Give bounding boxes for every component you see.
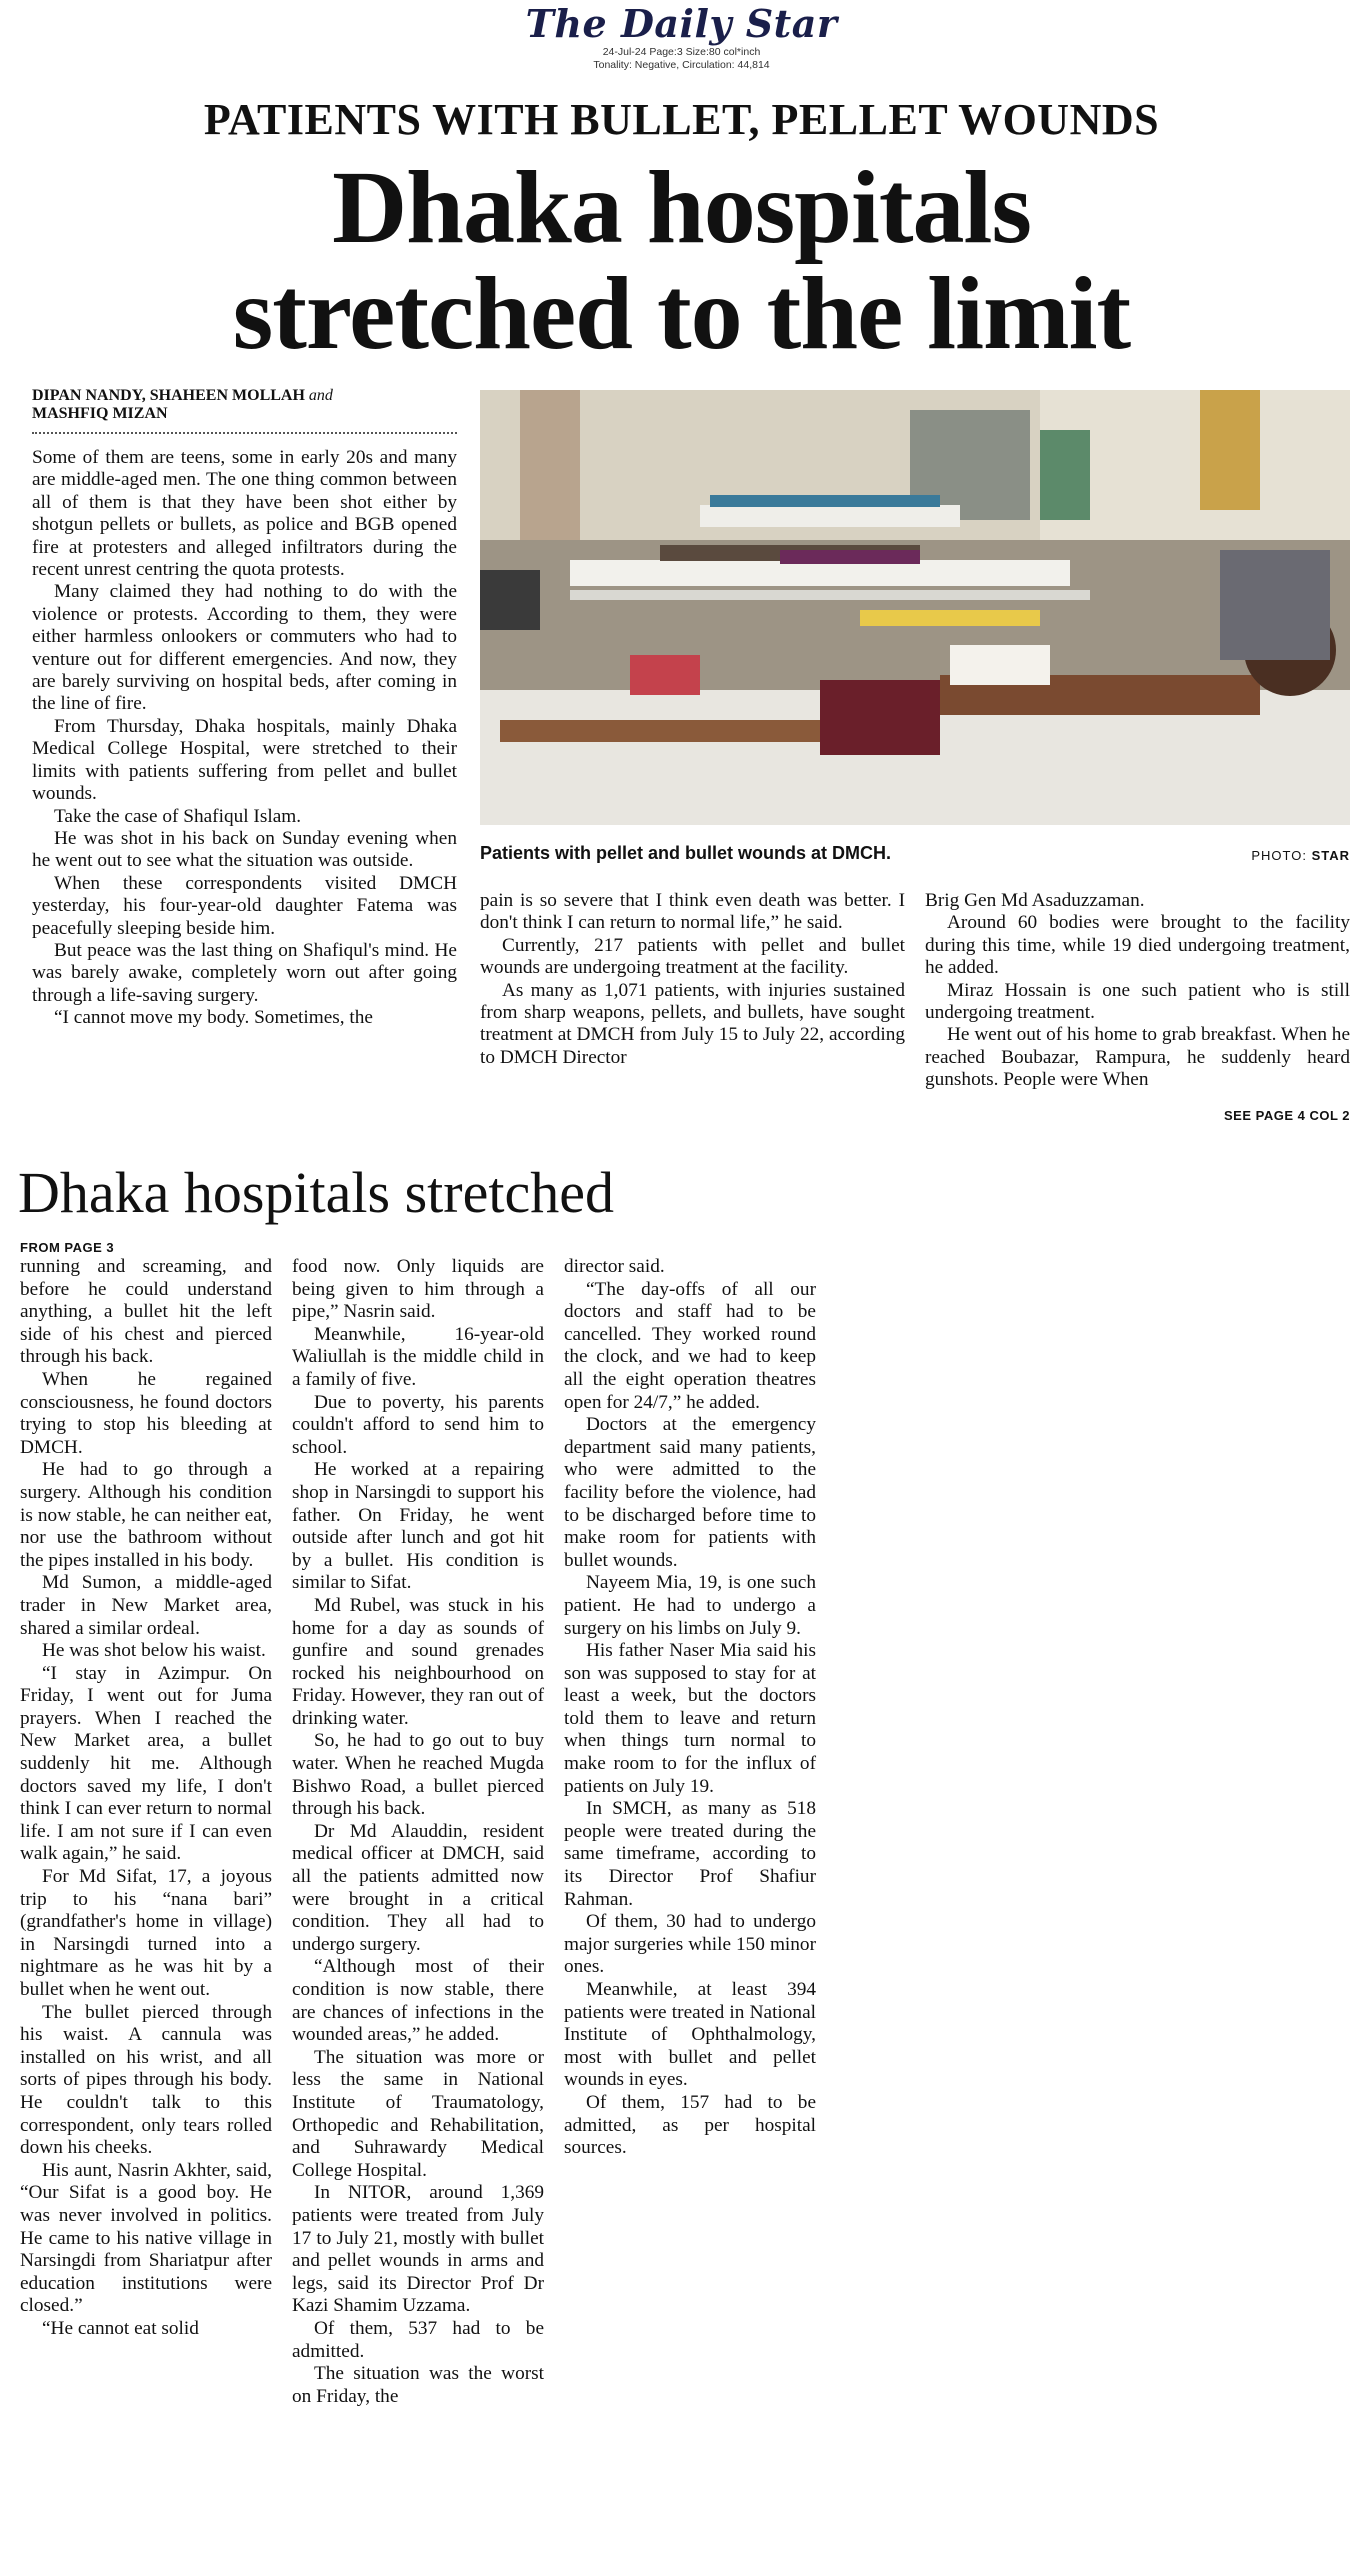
article-col2-paragraph: Currently, 217 patients with pellet and bullet wounds are undergoing treatment at the facility.	[480, 934, 905, 979]
article-col1-paragraph: Take the case of Shafiqul Islam.	[54, 805, 302, 827]
photo-credit-name: STAR	[1311, 848, 1350, 863]
continuation-col2-paragraph: In NITOR, around 1,369 patients were treated from July 17 to July 21, mostly with bullet and pellet wounds in arms and legs, said its Director Prof Dr Kazi Shamim Uzzama.	[292, 2182, 544, 2317]
continuation-col1-paragraph: Md Sumon, a middle-aged trader in New Market area, shared a similar ordeal.	[20, 1572, 272, 1639]
hospital-ward-illustration	[480, 390, 1350, 825]
article-col1-paragraph: When these correspondents visited DMCH yesterday, his four-year-old daughter Fatema was peacefully sleeping beside him.	[32, 872, 457, 939]
continuation-col1-paragraph: running and screaming, and before he could understand anything, a bullet hit the left side of his chest and pierced through his back.	[20, 1256, 272, 1368]
continuation-col2-paragraph: He worked at a repairing shop in Narsingdi to support his father. On Friday, he went outside after lunch and got hit by a bullet. His condition is similar to Sifat.	[292, 1459, 544, 1594]
continuation-col2-paragraph: The situation was more or less the same in National Institute of Traumatology, Orthopedic and Rehabilitation, and Suhrawardy Medical College Hospital.	[292, 2046, 544, 2181]
continuation-col2-paragraph: So, he had to go out to buy water. When he reached Mugda Bishwo Road, a bullet pierced through his back.	[292, 1730, 544, 1820]
continuation-col1-paragraph: The bullet pierced through his waist. A cannula was installed on his wrist, and all sorts of pipes through his body. He couldn't talk to this correspondent, only tears rolled down his cheeks.	[20, 2001, 272, 2159]
byline-and: and	[308, 387, 333, 404]
continuation-col2-paragraph: Md Rubel, was stuck in his home for a day as sounds of gunfire and sound grenades rocked his neighbourhood on Friday. However, they ran out of drinking water.	[292, 1594, 544, 1729]
article-col2-paragraph: pain is so severe that I think even death was better. I don't think I can return to normal life,” he said.	[480, 890, 905, 934]
continuation-col3-paragraph: In SMCH, as many as 518 people were treated during the same timeframe, according to its Director Prof Shafiur Rahman.	[564, 1798, 816, 1910]
article-col1-paragraph: From Thursday, Dhaka hospitals, mainly Dhaka Medical College Hospital, were stretched to their limits with patients suffering from pellet and bullet wounds.	[32, 715, 457, 805]
continuation-col1-paragraph: When he regained consciousness, he found doctors trying to stop his bleeding at DMCH.	[20, 1368, 272, 1458]
article-col3-paragraph: Brig Gen Md Asaduzzaman.	[925, 890, 1145, 911]
jump-note: SEE PAGE 4 COL 2	[1223, 1108, 1350, 1123]
continuation-col1-paragraph: He had to go through a surgery. Although his condition is now stable, he can neither eat, nor use the bathroom without the pipes installed in his body.	[20, 1459, 272, 1571]
byline-last-author: MASHFIQ MIZAN	[32, 405, 168, 422]
article-column-1	[32, 447, 457, 1030]
continuation-column-1	[20, 1256, 272, 2341]
continuation-col3-paragraph: director said.	[564, 1256, 665, 1277]
continuation-col1-paragraph: “He cannot eat solid	[42, 2317, 199, 2339]
article-col1-paragraph: Some of them are teens, some in early 20s and many are middle-aged men. The one thing common between all of them is that they have been shot either by shotgun pellets or bullets, as police and BGB opened fire at protesters and alleged infiltrators during the recent unrest centring the quota protests.	[32, 447, 457, 581]
continuation-col1-paragraph: His aunt, Nasrin Akhter, said, “Our Sifat is a good boy. He was never involved in politics. He came to his native village in Narsingdi from Shariatpur after education institutions were closed.”	[20, 2159, 272, 2317]
article-col1-paragraph: Many claimed they had nothing to do with the violence or protests. According to them, they were either harmless onlookers or commuters who had to venture out for different emergencies. And now, they are barely surviving on hospital beds, after coming in the line of fire.	[32, 581, 457, 715]
continuation-column-2	[292, 1256, 544, 2408]
article-col3-paragraph: Around 60 bodies were brought to the facility during this time, while 19 died undergoing treatment, he added.	[925, 912, 1350, 979]
from-page-label: FROM PAGE 3	[20, 1240, 115, 1255]
masthead	[0, 0, 1363, 80]
photo-credit-label: PHOTO:	[1251, 848, 1307, 863]
headline-line-1: Dhaka hospitals	[332, 150, 1031, 265]
article-col3-paragraph: He went out of his home to grab breakfast. When he reached Boubazar, Rampura, he suddenly heard gunshots. People were When	[925, 1024, 1350, 1091]
continuation-col2-paragraph: Of them, 537 had to be admitted.	[292, 2317, 544, 2362]
hospital-ward-photo	[480, 390, 1350, 825]
continuation-col1-paragraph: He was shot below his waist.	[42, 1640, 266, 1662]
newspaper-logo: The Daily Star	[525, 1, 838, 46]
photo-credit	[1150, 848, 1350, 863]
continuation-col3-paragraph: His father Naser Mia said his son was supposed to stay for at least a week, but the doctors told them to leave and return when things turn normal to make room to for the influx of patients on July 19.	[564, 1640, 816, 1797]
continuation-col3-paragraph: Nayeem Mia, 19, is one such patient. He had to undergo a surgery on his limbs on July 9.	[564, 1572, 816, 1639]
continuation-col3-paragraph: “The day-offs of all our doctors and staff had to be cancelled. They worked round the clock, and we had to keep all the eight operation theatres open for 24/7,” he added.	[564, 1278, 816, 1413]
byline-authors: DIPAN NANDY, SHAHEEN MOLLAH	[32, 387, 305, 404]
article-col2-paragraph: As many as 1,071 patients, with injuries sustained from sharp weapons, pellets, and bullets, have sought treatment at DMCH from July 15 to July 22, according to DMCH Director	[480, 979, 905, 1068]
continuation-col3-paragraph: Doctors at the emergency department said many patients, who were admitted to the facility before the violence, had to be discharged before time to make room for patients with bullet wounds.	[564, 1414, 816, 1571]
byline	[32, 387, 457, 423]
article-column-3	[925, 890, 1350, 1092]
article-col1-paragraph: He was shot in his back on Sunday evening when he went out to see what the situation was outside.	[32, 827, 457, 872]
continuation-col1-paragraph: For Md Sifat, 17, a joyous trip to his “nana bari” (grandfather's home in village) in Narsingdi turned into a nightmare as he was hit by a bullet when he went out.	[20, 1866, 272, 2000]
continuation-col2-paragraph: “Although most of their condition is now stable, there are chances of infections in the wounded areas,” he added.	[292, 1956, 544, 2046]
continuation-col3-paragraph: Of them, 30 had to undergo major surgeries while 150 minor ones.	[564, 1911, 816, 1978]
continuation-col2-paragraph: Meanwhile, 16-year-old Waliullah is the middle child in a family of five.	[292, 1323, 544, 1390]
article-kicker: PATIENTS WITH BULLET, PELLET WOUNDS	[203, 95, 1160, 144]
article-col1-paragraph: “I cannot move my body. Sometimes, the	[54, 1007, 373, 1029]
article-col3-paragraph: Miraz Hossain is one such patient who is still undergoing treatment.	[925, 979, 1350, 1024]
article-col1-paragraph: But peace was the last thing on Shafiqul's mind. He was barely awake, completely worn out after going through a life-saving surgery.	[32, 939, 457, 1006]
article-headline	[0, 150, 1363, 371]
continuation-col1-paragraph: “I stay in Azimpur. On Friday, I went out for Juma prayers. When I reached the New Market area, a bullet suddenly hit me. Although doctors saved my life, I don't think I can ever return to normal life. I am not sure if I can even walk again,” he said.	[20, 1662, 272, 1865]
article-column-2	[480, 890, 905, 1069]
byline-divider	[32, 432, 457, 434]
clipping-meta-line1: 24-Jul-24 Page:3 Size:80 col*inch	[602, 46, 761, 58]
continuation-col2-paragraph: The situation was the worst on Friday, the	[292, 2363, 544, 2407]
continuation-col3-paragraph: Meanwhile, at least 394 patients were treated in National Institute of Ophthalmology, most with bullet and pellet wounds in eyes.	[564, 1979, 816, 2091]
continuation-col3-paragraph: Of them, 157 had to be admitted, as per hospital sources.	[564, 2091, 816, 2159]
clipping-meta-line2: Tonality: Negative, Circulation: 44,814	[593, 59, 770, 71]
headline-line-2: stretched to the limit	[232, 256, 1131, 371]
continuation-column-3	[564, 1256, 816, 2160]
continuation-headline: Dhaka hospitals stretched	[18, 1160, 614, 1225]
photo-caption: Patients with pellet and bullet wounds at DMCH.	[480, 843, 892, 863]
continuation-col2-paragraph: Dr Md Alauddin, resident medical officer at DMCH, said all the patients admitted now were brought in a critical condition. They all had to undergo surgery.	[292, 1820, 544, 1955]
continuation-col2-paragraph: food now. Only liquids are being given to him through a pipe,” Nasrin said.	[292, 1256, 544, 1323]
continuation-col2-paragraph: Due to poverty, his parents couldn't afford to send him to school.	[292, 1391, 544, 1458]
